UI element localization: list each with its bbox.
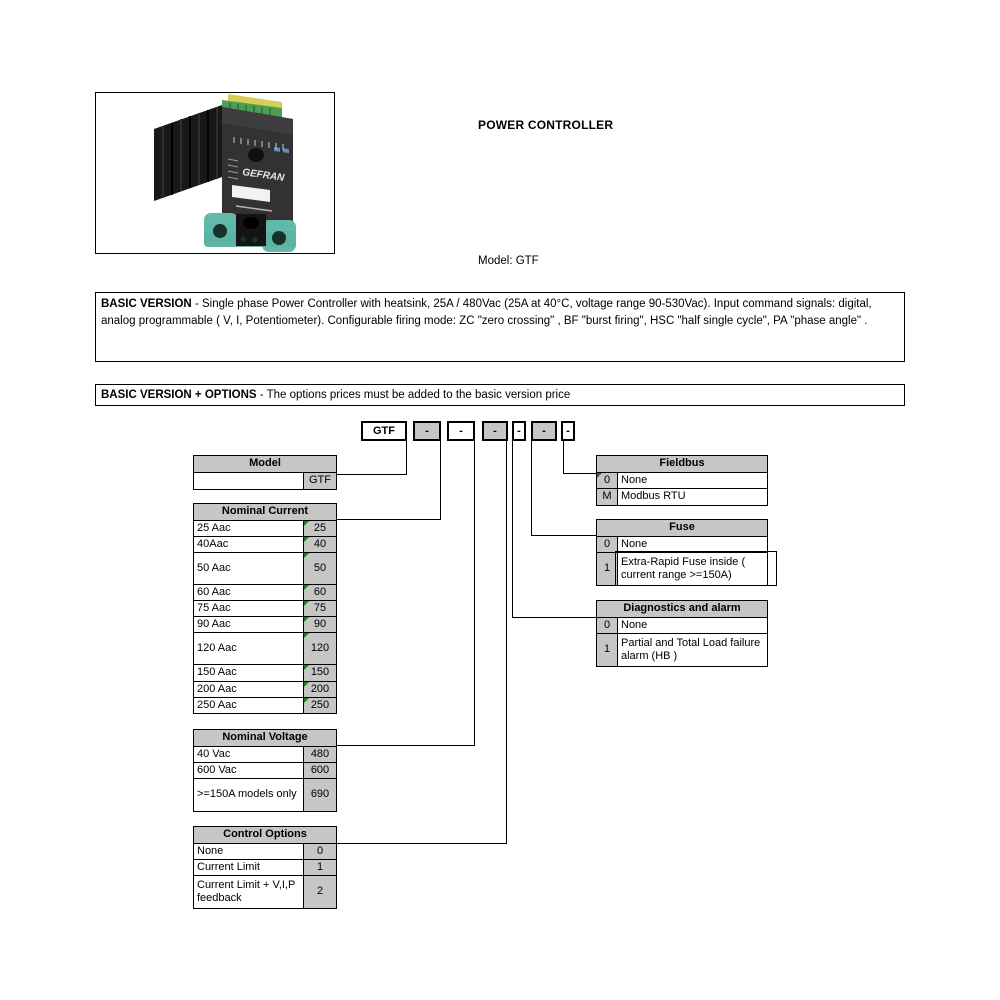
product-photo [96, 93, 334, 253]
options-bar [95, 384, 905, 406]
table-row [194, 697, 336, 713]
connector-current-v [440, 441, 441, 519]
table-row [194, 584, 336, 600]
code-box-current: - [413, 421, 441, 441]
option-code: 25 [303, 521, 336, 536]
connector-control-h [337, 843, 507, 844]
option-label: Partial and Total Load failure alarm (HB ) [621, 636, 761, 662]
front-panel [222, 107, 293, 225]
connector-model-v [406, 441, 407, 474]
option-code: 150 [303, 665, 336, 681]
table-row [194, 778, 336, 811]
fieldbus-header: Fieldbus [597, 456, 767, 472]
option-code: 0 [597, 473, 618, 488]
option-label: 250 Aac [197, 698, 237, 711]
table-row [194, 552, 336, 584]
connector-voltage-v [474, 441, 475, 745]
code-box-fieldbus: - [561, 421, 575, 441]
nominal-voltage-header: Nominal Voltage [194, 730, 336, 746]
option-code: 0 [303, 844, 336, 859]
connector-fuse-v [531, 441, 532, 535]
code-box-control: - [482, 421, 508, 441]
table-row [597, 617, 767, 633]
nominal-voltage-table [193, 729, 337, 812]
table-row [194, 875, 336, 908]
option-code: 90 [303, 617, 336, 632]
table-row [194, 536, 336, 552]
connector-diagnostics-h [512, 617, 596, 618]
option-code: 50 [303, 553, 336, 584]
table-row [194, 472, 336, 489]
option-code: 690 [303, 779, 336, 811]
option-label: None [197, 844, 224, 857]
option-code: 480 [303, 747, 336, 762]
option-label: 120 Aac [197, 641, 237, 654]
option-label: 150 Aac [197, 666, 237, 679]
fuse-header: Fuse [597, 520, 767, 536]
brand-text: GEFRAN [241, 167, 285, 184]
table-row [194, 859, 336, 875]
code-box-model: GTF [361, 421, 407, 441]
option-code: 200 [303, 682, 336, 697]
basic-version-lead: BASIC VERSION [101, 298, 192, 310]
table-row [194, 520, 336, 536]
model-table [193, 455, 337, 490]
connector-current-h [337, 519, 441, 520]
option-label: 40Aac [197, 537, 229, 550]
table-row [597, 536, 767, 552]
control-options-header: Control Options [194, 827, 336, 843]
connector-fieldbus-h [563, 473, 596, 474]
option-label: None [621, 537, 648, 550]
option-label: None [621, 618, 648, 631]
option-label: Modbus RTU [621, 490, 686, 503]
table-row [597, 472, 767, 488]
table-row [194, 600, 336, 616]
option-code: 1 [597, 553, 618, 585]
connector-voltage-h [337, 745, 475, 746]
option-code: 75 [303, 601, 336, 616]
option-label: Current Limit [197, 860, 260, 873]
option-code: 1 [597, 634, 618, 666]
connector-fuse-h [531, 535, 596, 536]
option-label: None [621, 473, 648, 486]
product-photo-frame [95, 92, 335, 254]
option-code: 1 [303, 860, 336, 875]
table-row [194, 664, 336, 681]
diagnostics-header: Diagnostics and alarm [597, 601, 767, 617]
option-label: 90 Aac [197, 617, 231, 630]
diagnostics-table [596, 600, 768, 667]
option-code: 0 [597, 537, 618, 552]
connector-diagnostics-v [512, 441, 513, 617]
option-label: >=150A models only [197, 788, 297, 801]
option-label: 50 Aac [197, 561, 231, 574]
basic-version-box [95, 292, 905, 362]
option-code: 2 [303, 876, 336, 908]
fieldbus-table [596, 455, 768, 506]
table-row [597, 633, 767, 666]
table-row [194, 616, 336, 632]
code-box-voltage: - [447, 421, 475, 441]
option-code: M [597, 489, 618, 505]
option-code: GTF [303, 473, 336, 489]
table-row [194, 746, 336, 762]
option-label: 60 Aac [197, 585, 231, 598]
option-code: 600 [303, 763, 336, 778]
connector-fieldbus-v [563, 441, 564, 473]
options-bar-text: - The options prices must be added to the basic version price [256, 389, 571, 401]
table-row [597, 488, 767, 505]
options-bar-lead: BASIC VERSION + OPTIONS [101, 389, 257, 401]
option-label: 40 Vac [197, 747, 231, 760]
option-label [194, 473, 303, 489]
control-options-table [193, 826, 337, 909]
model-table-header: Model [194, 456, 336, 472]
option-code: 40 [303, 537, 336, 552]
option-code: 120 [303, 633, 336, 664]
fuse-table [596, 519, 768, 586]
option-code: 0 [597, 618, 618, 633]
option-label: 25 Aac [197, 521, 231, 534]
code-box-diagnostics: - [512, 421, 526, 441]
table-row [597, 552, 767, 585]
page-title: POWER CONTROLLER [478, 118, 614, 132]
code-box-fuse: - [531, 421, 557, 441]
option-label: 75 Aac [197, 601, 231, 614]
heatsink [154, 105, 222, 201]
option-label: Current Limit + V,I,P feedback [197, 878, 296, 904]
table-row [194, 762, 336, 778]
option-code: 250 [303, 698, 336, 713]
nominal-current-header: Nominal Current [194, 504, 336, 520]
option-label: 200 Aac [197, 682, 237, 695]
option-code: 60 [303, 585, 336, 600]
table-row [194, 843, 336, 859]
connector-model-h [337, 474, 407, 475]
option-label: 600 Vac [197, 763, 237, 776]
table-row [194, 681, 336, 697]
basic-version-text: - Single phase Power Controller with heatsink, 25A / 480Vac (25A at 40°C, voltage range 90-530Vac). Input command signals: digital, analog programmable ( V, I, Potentiometer). Configurable firing mode: ZC "zero crossing" , BF "burst firing", HSC "half single cycle", PA "phase angle" . [101, 298, 872, 327]
connector-control-v [506, 441, 507, 843]
nominal-current-table [193, 503, 337, 714]
model-line: Model: GTF [478, 255, 539, 267]
option-label: Extra-Rapid Fuse inside ( current range >=150A) [621, 555, 746, 581]
table-row [194, 632, 336, 664]
